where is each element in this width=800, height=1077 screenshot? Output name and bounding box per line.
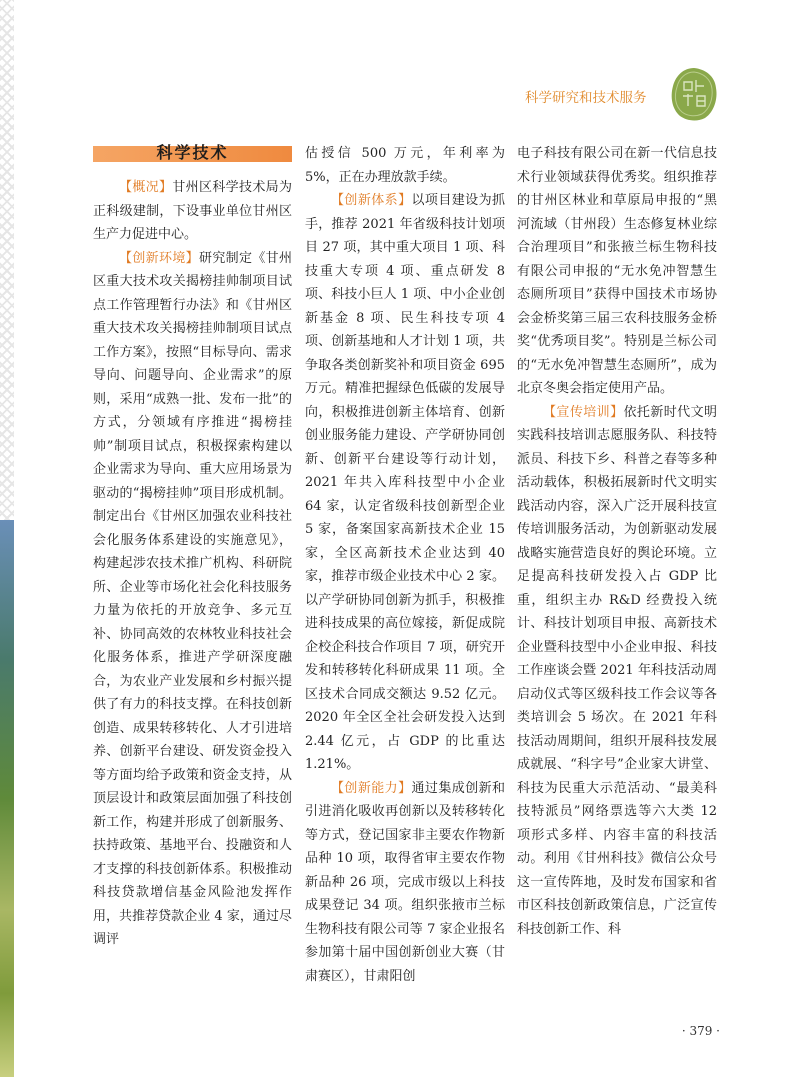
paragraph-innovation-system: [305, 189, 505, 777]
paragraph-tag: 【创新能力】: [331, 780, 412, 796]
section-header-bar: [93, 143, 292, 162]
page-number: · 379 ·: [681, 1024, 720, 1038]
paragraph-tag: 【宣传培训】: [543, 404, 624, 420]
paragraph-body: 通过集成创新和引进消化吸收再创新以及转移转化等方式，登记国家非主要农作物新品种 10 项，取得省审主要农作物新品种 26 项，完成市级以上科技成果登记 34 项。组织张掖市兰标生物科技有限公司等 7 家企业报名参加第十届中国创新创业大赛（甘肃赛区），甘肃阳创: [305, 780, 505, 984]
seal-stamp-icon: [669, 66, 719, 122]
text-column-3: [517, 142, 717, 1022]
paragraph-continuation: 电子科技有限公司在新一代信息技术行业领域获得优秀奖。组织推荐的甘州区林业和草原局申报的“黑河流域（甘州段）生态修复林业综合治理项目”和张掖兰标生物科技有限公司申报的“无水免冲智慧生态厕所项目”获得中国技术市场协会金桥奖第三届三农科技服务金桥奖“优秀项目奖”。特别是兰标公司的“无水免冲智慧生态厕所”，成为北京冬奥会指定使用产品。: [517, 146, 717, 396]
paragraph-body: 以项目建设为抓手，推荐 2021 年省级科技计划项目 27 项，其中重大项目 1 项、科技重大专项 4 项、重点研发 8 项、科技小巨人 1 项、中小企业创新基金 8 项、民生科技专项 4 项、创新基地和人才计划 1 项，共争取各类创新奖补和项目资金 695 万元。精准把握绿色低碳的发展导向，积极推进创新主体培育、创新创业服务能力建设、产学研协同创新、创新平台建设等行动计划，2021 年共入库科技型中小企业 64 家，认定省级科技创新型企业 5 家，备案国家高新技术企业 15 家，全区高新技术企业达到 40 家，推荐市级企业技术中心 2 家。以产学研协同创新为抓手，积极推进科技成果的高位嫁接，新促成院企校企科技合作项目 7 项，研究开发和转移转化科研成果 11 项。全区技术合同成交额达 9.52 亿元。2020 年全区全社会研发投入达到 2.44 亿元，占 GDP 的比重达 1.21%。: [305, 193, 505, 772]
paragraph-body: 甘州区科学技术局为正科级建制，下设事业单位甘州区生产力促进中心。: [93, 180, 292, 242]
running-header-title: 科学研究和技术服务: [525, 90, 647, 106]
side-landscape-strip: [0, 520, 14, 1077]
section-title: 科学技术: [156, 143, 229, 162]
paragraph-body: 研究制定《甘州区重大技术攻关揭榜挂帅制项目试点工作管理暂行办法》和《甘州区重大技术攻关揭榜挂帅制项目试点工作方案》，按照“目标导向、需求导向、问题导向、企业需求”的原则，采用“成熟一批、发布一批”的方式，分领域有序推进“揭榜挂帅”制项目试点，积极探索构建以企业需求为导向、重大应用场景为驱动的“揭榜挂帅”项目形成机制。制定出台《甘州区加强农业科技社会化服务体系建设的实施意见》，构建起涉农技术推广机构、科研院所、企业等市场化社会化科技服务力量为依托的开放竞争、多元互补、协同高效的农林牧业科技社会化服务体系，推进产学研深度融合，为农业产业发展和乡村振兴提供了有力的科技支撑。在科技创新创造、成果转移转化、人才引进培养、创新平台建设、研发资金投入等方面均给予政策和资金支持，从顶层设计和政策层面加强了科技创新工作，构建并形成了创新服务、扶持政策、基地平台、投融资和人才支撑的科技创新体系。积极推动科技贷款增信基金风险池发挥作用，共推荐贷款企业 4 家，通过尽调评: [93, 250, 292, 947]
text-column-1: [93, 136, 292, 1016]
paragraph-tag: 【创新体系】: [331, 193, 412, 208]
paragraph-tag: 【创新环境】: [119, 250, 199, 266]
text-column-2: [305, 142, 505, 1022]
paragraph-continuation: 估授信 500 万元，年利率为 5%，正在办理放款手续。: [305, 146, 505, 185]
paragraph-tag: 【概况】: [119, 180, 173, 195]
paragraph-publicity-training: [517, 401, 717, 942]
paragraph-innovation-environment: [93, 247, 292, 952]
paragraph-innovation-capability: [305, 777, 505, 989]
paragraph-body: 依托新时代文明实践科技培训志愿服务队、科技特派员、科技下乡、科普之春等多种活动载体，积极拓展新时代文明实践活动内容，深入广泛开展科技宣传培训服务活动，为创新驱动发展战略实施营造良好的舆论环境。立足提高科技研发投入占 GDP 比重，组织主办 R&D 经费投入统计、科技计划项目申报、高新技术企业暨科技型中小企业申报、科技工作座谈会暨 2021 年科技活动周启动仪式等区级科技工作会议等各类培训会 5 场次。在 2021 年科技活动周期间，组织开展科技发展成就展、“科字号”企业家大讲堂、科技为民重大示范活动、“最美科技特派员”网络票选等六大类 12 项形式多样、内容丰富的科技活动。利用《甘州科技》微信公众号这一宣传阵地，及时发布国家和省市区科技创新政策信息，广泛宣传科技创新工作、科: [517, 404, 717, 937]
paragraph-overview: [93, 176, 292, 247]
